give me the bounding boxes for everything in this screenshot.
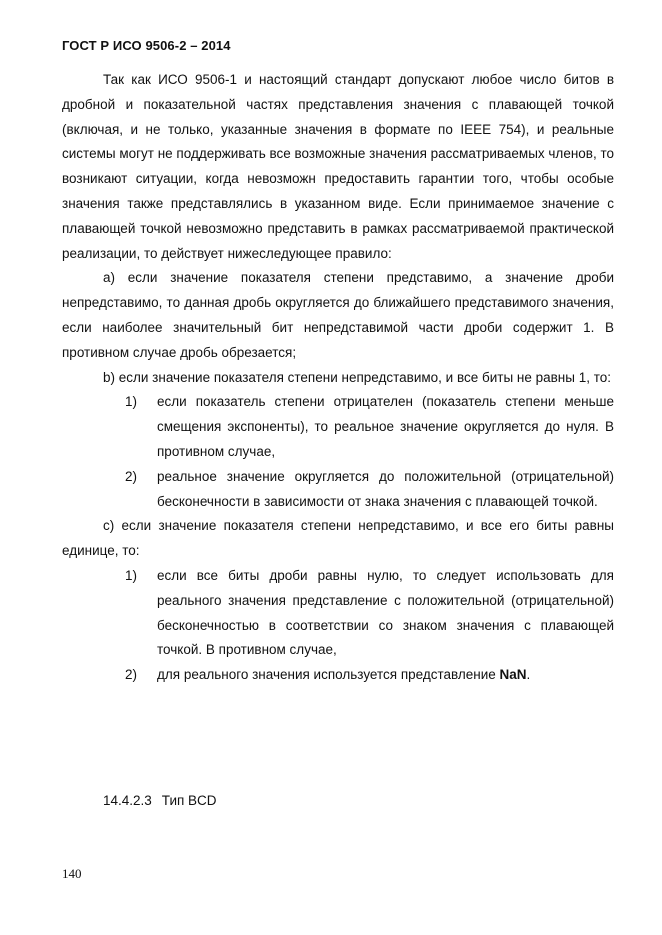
item-c-1-text: если все биты дроби равны нулю, то следует использовать для реального значения представление с положительной (отрицательной) бесконечностью в соответствии со знаком значения с плавающей точкой. В противном случае, bbox=[157, 567, 614, 658]
item-c-1-number: 1) bbox=[125, 567, 138, 583]
nan-term: NaN bbox=[499, 667, 527, 683]
document-header: ГОСТ Р ИСО 9506-2 – 2014 bbox=[62, 38, 231, 53]
item-b-1-text: если показатель степени отрицателен (показатель степени меньше смещения экспоненты), то реальное значение округляется до нуля. В противном случае, bbox=[157, 394, 614, 459]
item-b-1-number: 1) bbox=[125, 394, 138, 410]
section-number: 14.4.2.3 bbox=[103, 793, 152, 808]
item-b-2-number: 2) bbox=[125, 468, 138, 484]
item-c-1 bbox=[62, 564, 614, 663]
item-c-paragraph: c) если значение показателя степени непредставимо, и все его биты равны единице, то: bbox=[62, 518, 614, 559]
section-title: Тип BCD bbox=[161, 793, 217, 808]
item-c-2-end: . bbox=[526, 667, 531, 683]
page-number: 140 bbox=[62, 866, 82, 881]
item-a-paragraph: а) если значение показателя степени представимо, а значение дроби непредставимо, то данная дробь округляется до ближайшего представимого значения, если наиболее значительный бит непредставимой части дроби содержит 1. В противном случае дробь обрезается; bbox=[62, 270, 614, 360]
item-c-2 bbox=[62, 663, 614, 688]
intro-paragraph: Так как ИСО 9506-1 и настоящий стандарт допускают любое число битов в дробной и показательной частях представления значения с плавающей точкой (включая, и не только, указанные значения в формате по IEEE 754), и реальные системы могут не поддерживать все возможные значения рассматриваемых членов, то возникают ситуации, когда невозможн предоставить гарантии того, чтобы особые значения также представлялись в указанном виде. Если принимаемое значение с плавающей точкой невозможно представить в рамках рассматриваемой практической реализации, то действует нижеследующее правило: bbox=[62, 72, 614, 261]
item-b-paragraph: b) если значение показателя степени непредставимо, и все биты не равны 1, то: bbox=[103, 369, 612, 385]
item-c-2-text: для реального значения используется представление bbox=[157, 667, 500, 683]
document-body bbox=[62, 68, 614, 688]
item-c-2-number: 2) bbox=[125, 667, 138, 683]
section-heading bbox=[103, 793, 217, 808]
item-b-1 bbox=[62, 390, 614, 464]
item-b-2-text: реальное значение округляется до положительной (отрицательной) бесконечности в зависимости от знака значения с плавающей точкой. bbox=[157, 468, 614, 509]
item-b-2 bbox=[62, 465, 614, 515]
